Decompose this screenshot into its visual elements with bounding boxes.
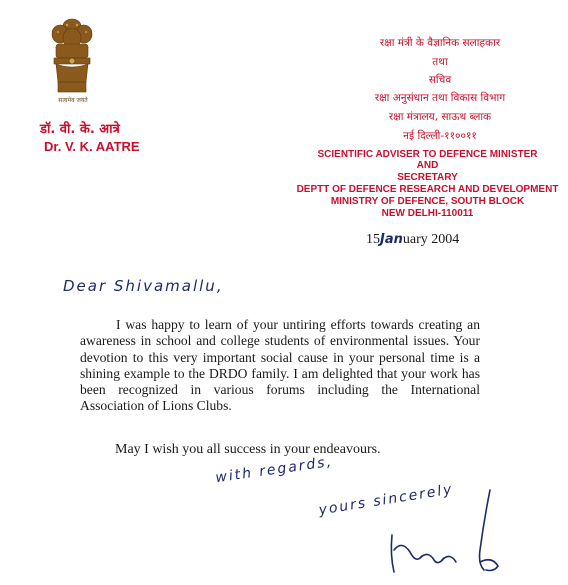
english-address-line: SCIENTIFIC ADVISER TO DEFENCE MINISTER xyxy=(317,149,538,160)
english-address-line: DEPTT OF DEFENCE RESEARCH AND DEVELOPMENT xyxy=(296,184,559,195)
hindi-address-line: सचिव xyxy=(428,74,452,86)
letter-body xyxy=(80,317,480,415)
letter-body-text: I was happy to learn of your untiring efforts towards creating an awareness in school and college students of environmental issues. Your devotion to this very important social cause in your personal time is a shining example to the DRDO family. I am delighted that your work has been recognized in various forums including the International Association of Lions Clubs. xyxy=(80,317,480,414)
english-address-line: SECRETARY xyxy=(397,172,458,183)
signature xyxy=(380,480,520,580)
sender-name-hindi: डॉ. वी. के. आत्रे xyxy=(40,122,120,137)
date-day: 15 xyxy=(366,232,380,247)
english-address-line: MINISTRY OF DEFENCE, SOUTH BLOCK xyxy=(330,196,525,207)
english-address-line: NEW DELHI-110011 xyxy=(381,208,474,219)
hindi-address-line: नई दिल्ली-११००११ xyxy=(403,130,477,142)
sender-name-english: Dr. V. K. AATRE xyxy=(44,139,140,154)
handwritten-yours-sincerely: yours sincerely xyxy=(317,481,455,519)
english-address-line: AND xyxy=(416,160,439,171)
handwritten-regards: with regards, xyxy=(214,453,334,487)
date-month-handwritten: Jan xyxy=(380,232,403,247)
date-month-rest: uary xyxy=(402,232,428,247)
national-emblem-icon xyxy=(42,12,102,107)
hindi-address-line: रक्षा अनुसंधान तथा विकास विभाग xyxy=(374,92,506,104)
letter-date xyxy=(366,232,459,248)
hindi-address-line: रक्षा मंत्री के वैज्ञानिक सलाहकार xyxy=(379,37,501,49)
salutation: Dear Shivamallu, xyxy=(63,277,224,295)
closing-line: May I wish you all success in your endeavours. xyxy=(115,442,381,457)
emblem-motto: सत्यमेव जयते xyxy=(58,97,88,104)
hindi-address-line: रक्षा मंत्रालय, साऊथ ब्लाक xyxy=(388,111,492,123)
date-year: 2004 xyxy=(431,232,460,247)
hindi-address-line: तथा xyxy=(432,56,448,68)
